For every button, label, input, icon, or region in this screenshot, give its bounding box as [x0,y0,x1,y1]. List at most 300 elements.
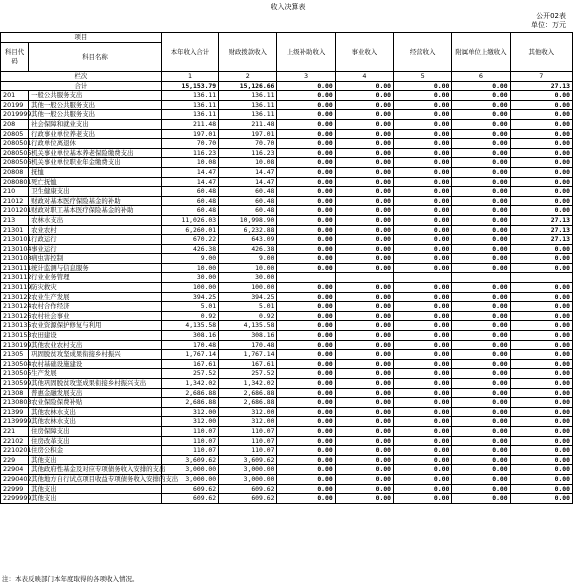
row-name: 住房改革支出 [29,436,162,446]
row-value: 0.00 [452,311,510,321]
row-value: 0.00 [335,359,393,369]
row-value: 0.00 [335,91,393,101]
row-value: 0.00 [277,484,335,494]
row-value: 0.00 [452,244,510,254]
row-value: 0.00 [277,359,335,369]
table-row [1,91,573,101]
row-value: 0.00 [394,417,452,427]
row-name: 农村基础设施建设 [29,359,162,369]
row-value: 0.00 [394,302,452,312]
row-value: 0.00 [452,110,510,120]
row-value: 0.00 [452,436,510,446]
row-value: 14.47 [219,177,277,187]
row-value: 0.00 [510,465,572,475]
row-name: 机关事业单位基本养老保险缴费支出 [29,148,162,158]
row-value: 0.00 [510,436,572,446]
row-value: 1,342.02 [219,379,277,389]
total-cell: 0.00 [394,81,452,91]
row-value: 0.00 [510,379,572,389]
row-value: 60.48 [161,206,218,216]
row-value: 27.13 [510,235,572,245]
row-value: 0.00 [394,398,452,408]
row-value: 10.00 [219,263,277,273]
row-value: 170.48 [161,340,218,350]
row-value: 0.00 [452,100,510,110]
row-code: 2130199 [1,340,29,350]
row-name: 农业农村 [29,225,162,235]
row-value: 0.00 [394,311,452,321]
row-value: 0.00 [335,465,393,475]
row-value: 0.00 [335,484,393,494]
row-name: 卫生健康支出 [29,187,162,197]
row-value: 0.00 [452,331,510,341]
row-code: 2290402 [1,474,29,484]
row-value: 308.16 [161,331,218,341]
row-name: 财政对基本医疗保险基金的补助 [29,196,162,206]
row-value [452,273,510,283]
table-row [1,292,573,302]
row-code: 221 [1,426,29,436]
col-fiscal-header: 财政拨款收入 [219,33,277,72]
row-value: 0.00 [394,177,452,187]
row-value: 0.00 [277,388,335,398]
row-value: 0.00 [277,119,335,129]
row-value: 0.00 [510,177,572,187]
table-row [1,177,573,187]
row-code: 21399 [1,407,29,417]
row-value: 0.00 [394,119,452,129]
table-row [1,119,573,129]
row-value: 0.00 [510,283,572,293]
row-value: 257.52 [219,369,277,379]
row-code: 20199 [1,100,29,110]
row-code: 2130505 [1,369,29,379]
row-value: 100.00 [219,283,277,293]
col-upper-header: 上级补助收入 [277,33,335,72]
row-value: 2,686.88 [219,398,277,408]
table-row [1,379,573,389]
row-name: 农田建设 [29,331,162,341]
row-value: 609.62 [219,484,277,494]
row-name: 行政单位离退休 [29,139,162,149]
row-value: 27.13 [510,215,572,225]
row-value: 0.00 [277,215,335,225]
table-row [1,465,573,475]
table-row [1,350,573,360]
row-value: 670.22 [161,235,218,245]
row-value: 0.00 [510,263,572,273]
row-value: 0.00 [335,369,393,379]
row-value: 0.00 [277,417,335,427]
row-value: 0.00 [394,369,452,379]
row-value: 0.00 [510,446,572,456]
row-value: 30.00 [219,273,277,283]
table-row [1,446,573,456]
row-code: 2080501 [1,139,29,149]
page-title: 收入决算表 [270,3,306,11]
row-value: 110.07 [161,436,218,446]
row-code: 229 [1,455,29,465]
table-row [1,426,573,436]
table-body [1,91,573,504]
row-value: 0.00 [277,254,335,264]
row-value: 60.48 [219,196,277,206]
row-value: 0.00 [277,474,335,484]
table-row [1,129,573,139]
row-value: 0.00 [335,474,393,484]
row-value: 0.00 [277,302,335,312]
row-value: 136.11 [161,91,218,101]
row-value: 0.00 [277,235,335,245]
row-value: 0.00 [452,398,510,408]
row-name: 生产发展 [29,369,162,379]
row-code: 2080506 [1,158,29,168]
row-value: 0.00 [510,254,572,264]
table-row [1,340,573,350]
row-value: 0.00 [277,455,335,465]
row-name: 农业生产发展 [29,292,162,302]
table-row [1,273,573,283]
row-value: 3,609.62 [161,455,218,465]
row-value: 70.70 [219,139,277,149]
table-row [1,407,573,417]
row-value: 0.00 [335,311,393,321]
row-name: 普惠金融发展支出 [29,388,162,398]
row-value: 0.00 [452,302,510,312]
row-value: 0.00 [452,426,510,436]
table-row [1,139,573,149]
row-value: 0.00 [510,311,572,321]
row-value: 0.00 [277,426,335,436]
row-value: 0.00 [394,446,452,456]
row-value: 2,686.88 [219,388,277,398]
row-value: 0.00 [394,235,452,245]
row-value: 0.00 [510,206,572,216]
table-row [1,417,573,427]
row-value: 0.00 [394,321,452,331]
row-value: 0.00 [452,350,510,360]
row-value: 10.08 [161,158,218,168]
row-value: 0.00 [394,359,452,369]
row-name: 其他政府性基金及对应专项债务收入安排的支出 [29,465,162,475]
row-value: 0.00 [394,148,452,158]
row-value: 0.00 [277,292,335,302]
table-row [1,455,573,465]
row-value: 116.23 [161,148,218,158]
row-value: 2,686.88 [161,388,218,398]
table-row [1,311,573,321]
row-value: 0.00 [335,302,393,312]
footnote: 注：本表反映部门本年度取得的各项收入情况。 [2,575,139,583]
row-value: 0.00 [277,340,335,350]
row-value: 1,767.14 [161,350,218,360]
row-value: 0.92 [161,311,218,321]
row-code: 2130111 [1,263,29,273]
row-value: 0.00 [394,110,452,120]
row-value: 6,260.01 [161,225,218,235]
total-cell: 0.00 [277,81,335,91]
row-code: 20805 [1,129,29,139]
row-value: 0.00 [277,369,335,379]
row-value: 426.38 [161,244,218,254]
row-value: 0.00 [335,196,393,206]
row-code: 2080505 [1,148,29,158]
row-name: 其他一般公共服务支出 [29,110,162,120]
row-value: 0.00 [394,436,452,446]
row-value: 0.00 [452,119,510,129]
row-value: 0.00 [277,350,335,360]
row-value: 0.00 [510,100,572,110]
row-value: 211.48 [219,119,277,129]
row-value: 3,000.00 [161,474,218,484]
row-value: 0.00 [394,91,452,101]
row-value: 3,000.00 [219,465,277,475]
row-name: 农业保险保费补贴 [29,398,162,408]
row-value [277,273,335,283]
row-value: 0.00 [394,379,452,389]
row-value: 0.00 [277,311,335,321]
row-name: 农村社会事业 [29,311,162,321]
row-value: 0.00 [510,119,572,129]
row-name: 财政对职工基本医疗保险基金的补助 [29,206,162,216]
row-value: 609.62 [219,494,277,504]
row-value: 0.00 [394,225,452,235]
name-header: 科目名称 [29,43,162,72]
row-name: 住房公积金 [29,446,162,456]
row-code: 2130108 [1,254,29,264]
row-value: 312.00 [161,407,218,417]
row-value: 70.70 [161,139,218,149]
table-row [1,398,573,408]
row-value: 0.00 [510,292,572,302]
row-value: 0.00 [335,177,393,187]
row-value: 0.00 [452,407,510,417]
row-code: 2130122 [1,292,29,302]
table-row [1,196,573,206]
row-value: 0.00 [394,331,452,341]
row-value: 0.00 [510,417,572,427]
row-value: 9.00 [161,254,218,264]
row-value: 0.00 [510,302,572,312]
row-value: 308.16 [219,331,277,341]
row-value: 0.00 [452,206,510,216]
row-code: 21301 [1,225,29,235]
table-row [1,110,573,120]
row-value: 257.52 [161,369,218,379]
row-name: 病虫害控制 [29,254,162,264]
table-row [1,436,573,446]
row-value: 14.47 [161,167,218,177]
row-value: 0.00 [452,292,510,302]
row-value: 0.00 [335,167,393,177]
row-value: 0.00 [510,196,572,206]
row-value: 0.00 [394,350,452,360]
row-value: 0.00 [510,167,572,177]
row-value: 10.08 [219,158,277,168]
row-value: 0.00 [452,340,510,350]
row-value: 11,026.03 [161,215,218,225]
table-row [1,388,573,398]
row-code: 2019999 [1,110,29,120]
row-value: 0.00 [335,426,393,436]
row-value: 100.00 [161,283,218,293]
col-subsidiary-header: 附属单位上缴收入 [452,33,510,72]
row-value: 0.00 [452,494,510,504]
row-value: 0.00 [394,167,452,177]
row-value: 0.00 [394,465,452,475]
row-value: 3,609.62 [219,455,277,465]
row-code: 2130126 [1,311,29,321]
row-value: 0.00 [335,436,393,446]
row-value: 312.00 [161,417,218,427]
row-value: 110.07 [161,426,218,436]
row-value: 136.11 [219,100,277,110]
row-value: 0.00 [510,340,572,350]
row-value: 10.00 [161,263,218,273]
row-name: 防灾救灾 [29,283,162,293]
row-value: 0.00 [394,455,452,465]
row-value: 0.00 [277,465,335,475]
row-value: 0.00 [452,283,510,293]
row-value: 0.00 [452,321,510,331]
income-table [0,32,573,504]
col-index: 6 [452,72,510,82]
row-value: 0.00 [335,119,393,129]
row-name: 其他农林水支出 [29,407,162,417]
row-value: 0.00 [452,158,510,168]
row-value: 0.00 [394,215,452,225]
row-name: 农村合作经济 [29,302,162,312]
row-value: 0.00 [510,494,572,504]
row-value: 0.00 [510,455,572,465]
total-cell: 0.00 [452,81,510,91]
row-code: 2130112 [1,273,29,283]
total-cell: 0.00 [335,81,393,91]
row-value: 0.00 [510,139,572,149]
row-name: 事业运行 [29,244,162,254]
row-value: 0.00 [452,167,510,177]
row-name: 农林水支出 [29,215,162,225]
row-value: 0.00 [394,263,452,273]
row-value: 6,232.88 [219,225,277,235]
row-value: 110.07 [219,446,277,456]
row-code: 2130153 [1,331,29,341]
col-index: 3 [277,72,335,82]
row-value: 0.00 [277,331,335,341]
row-value: 167.61 [161,359,218,369]
row-value: 0.00 [394,158,452,168]
table-row [1,167,573,177]
row-value: 0.00 [394,129,452,139]
row-value: 0.00 [335,254,393,264]
table-row [1,283,573,293]
row-value: 0.00 [394,494,452,504]
row-value: 0.00 [452,177,510,187]
row-value: 0.00 [452,455,510,465]
row-value: 0.00 [277,129,335,139]
row-value: 1,767.14 [219,350,277,360]
row-value: 0.00 [394,474,452,484]
row-value: 0.00 [452,379,510,389]
row-value: 4,135.58 [219,321,277,331]
row-value: 0.00 [452,225,510,235]
row-value: 0.00 [335,350,393,360]
row-value: 0.00 [452,388,510,398]
row-value: 0.00 [277,321,335,331]
row-value: 2,686.88 [161,398,218,408]
row-value: 3,000.00 [161,465,218,475]
row-value: 0.00 [452,196,510,206]
row-value: 312.00 [219,417,277,427]
row-code: 2080801 [1,177,29,187]
row-value: 0.00 [277,436,335,446]
row-value: 0.00 [335,321,393,331]
row-code: 21305 [1,350,29,360]
row-name: 行政事业单位养老支出 [29,129,162,139]
row-code: 2130135 [1,321,29,331]
col-other-header: 其他收入 [510,33,572,72]
row-value: 0.00 [452,91,510,101]
table-row [1,100,573,110]
row-code: 22102 [1,436,29,446]
row-value: 4,135.58 [161,321,218,331]
row-code: 210 [1,187,29,197]
row-code: 2130504 [1,359,29,369]
row-value: 0.00 [335,446,393,456]
row-value: 609.62 [161,494,218,504]
row-value: 0.00 [277,148,335,158]
col-order-header: 栏次 [1,72,162,82]
row-value: 394.25 [161,292,218,302]
row-name: 其他支出 [29,455,162,465]
total-cell: 15,126.66 [219,81,277,91]
row-code: 2130101 [1,235,29,245]
total-cell: 27.13 [510,81,572,91]
row-value: 0.00 [335,215,393,225]
row-value: 110.07 [161,446,218,456]
row-value: 136.11 [219,91,277,101]
row-name: 农业资源保护修复与利用 [29,321,162,331]
col-total-header: 本年收入合计 [161,33,218,72]
row-value: 0.00 [277,244,335,254]
row-value: 27.13 [510,225,572,235]
row-value: 170.48 [219,340,277,350]
row-value: 426.38 [219,244,277,254]
row-code: 201 [1,91,29,101]
row-value: 0.00 [452,263,510,273]
row-code: 2130803 [1,398,29,408]
row-value: 211.48 [161,119,218,129]
row-value: 0.00 [335,129,393,139]
row-name: 机关事业单位职业年金缴费支出 [29,158,162,168]
row-value: 110.07 [219,426,277,436]
row-value: 0.00 [394,139,452,149]
row-value: 0.00 [335,263,393,273]
row-name: 其他支出 [29,494,162,504]
row-value: 0.00 [394,426,452,436]
row-value: 0.00 [510,129,572,139]
row-name: 其他一般公共服务支出 [29,100,162,110]
total-label: 合计 [1,81,162,91]
row-code: 2299999 [1,494,29,504]
row-value: 0.00 [510,331,572,341]
row-value: 60.48 [161,196,218,206]
row-value: 0.00 [335,388,393,398]
table-row [1,321,573,331]
row-value: 0.00 [335,417,393,427]
row-code: 2101201 [1,206,29,216]
row-value: 0.00 [277,206,335,216]
